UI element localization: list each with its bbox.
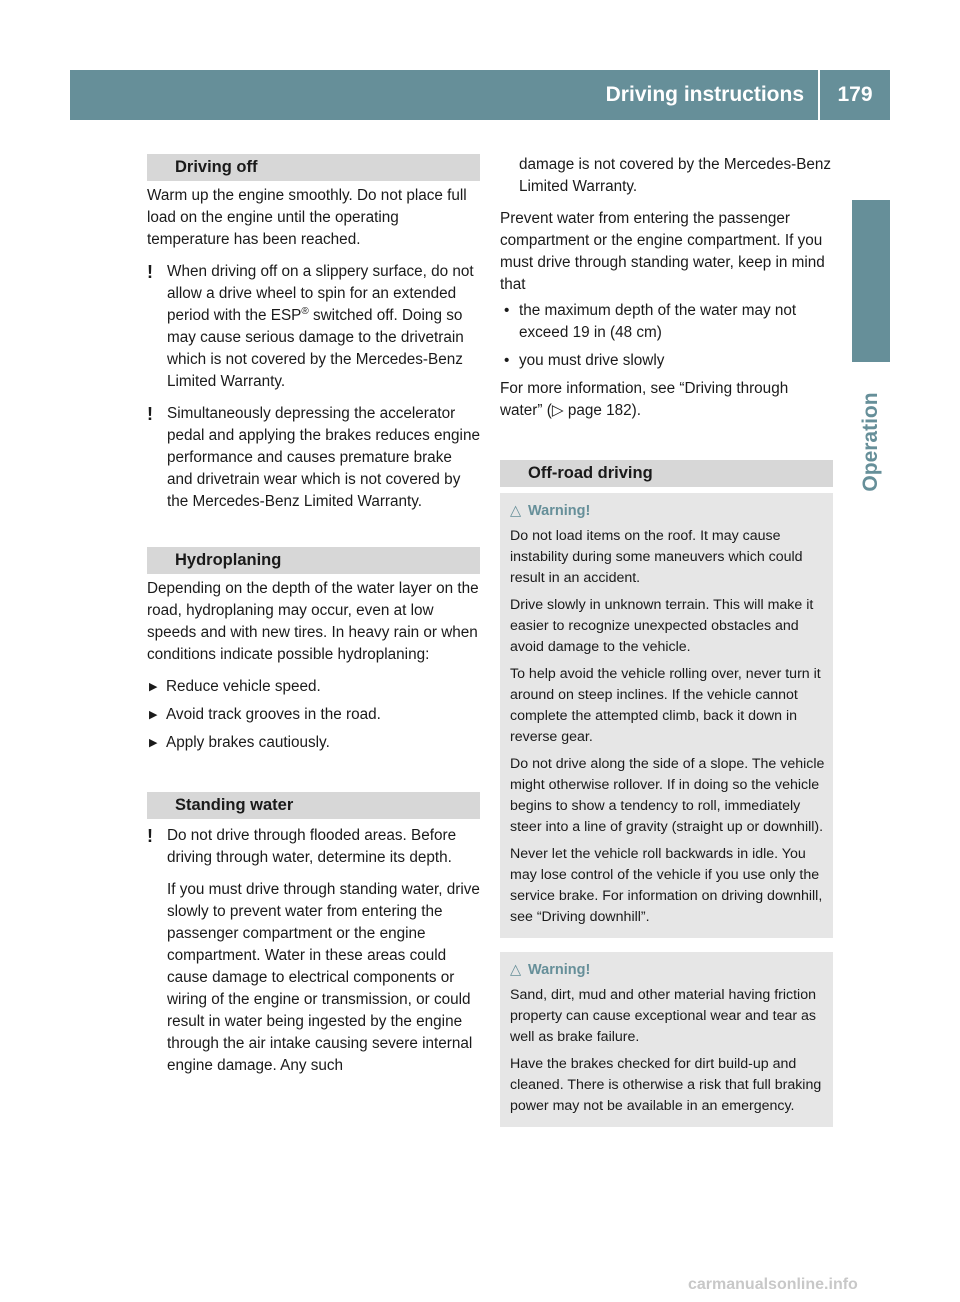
warning-title-text: Warning! (528, 962, 591, 978)
list-item (500, 350, 833, 372)
warning-paragraph: Have the brakes checked for dirt build-up and cleaned. There is otherwise a risk that full braking power may not be available in an emergency. (510, 1056, 822, 1114)
section-heading-driving-off: Driving off (147, 154, 480, 181)
section-heading-offroad: Off-road driving (500, 460, 833, 487)
section-heading-hydroplaning: Hydroplaning (147, 547, 480, 574)
continued-text: damage is not covered by the Mercedes-Benz Limited Warranty. (519, 156, 832, 195)
warning-title (510, 960, 825, 981)
step-arrow-icon: ▶ (149, 681, 158, 693)
step-item (147, 704, 480, 726)
warning-box (500, 493, 833, 938)
side-tab-label: Operation (859, 392, 882, 492)
step-text: Reduce vehicle speed. (166, 678, 321, 695)
left-column (147, 154, 480, 1087)
warning-paragraph: Drive slowly in unknown terrain. This will make it easier to recognize unexpected obstacles and avoid damage to the vehicle. (510, 597, 814, 655)
watermark: carmanualsonline.info (688, 1276, 858, 1293)
side-tab-marker (852, 200, 890, 362)
warning-paragraph: Do not drive along the side of a slope. The vehicle might otherwise rollover. If in doing so the vehicle begins to show a tendency to roll, immediately steer into a line of gravity (straight up or downhill). (510, 756, 825, 835)
exclamation-icon: ! (147, 404, 153, 424)
notice-text: Simultaneously depressing the accelerator pedal and applying the brakes reduces engine performance and causes premature brake and drivetrain wear which is not covered by the Mercedes-Benz Limited Warranty. (167, 405, 480, 510)
step-text: Avoid track grooves in the road. (166, 706, 381, 723)
registered-mark: ® (301, 305, 309, 317)
warning-paragraph: Never let the vehicle roll backwards in idle. You may lose control of the vehicle if you use only the service brake. For information on driving downhill, see “Driving downhill”. (510, 846, 823, 925)
driving-off-intro: Warm up the engine smoothly. Do not place full load on the engine until the operating temperature has been reached. (147, 187, 467, 248)
warning-triangle-icon: △ (510, 503, 522, 519)
list-item-text: the maximum depth of the water may not exceed 19 in (48 cm) (519, 302, 797, 341)
bullet-icon: • (504, 352, 510, 369)
notice-flooded-areas (147, 825, 480, 1077)
hydroplaning-intro: Depending on the depth of the water layer on the road, hydroplaning may occur, even at low speeds and with new tires. In heavy rain or when conditions indicate possible hydroplaning: (147, 580, 479, 663)
list-item (500, 300, 833, 344)
warning-triangle-icon: △ (510, 962, 522, 978)
step-text: Apply brakes cautiously. (166, 734, 330, 751)
chapter-title: Driving instructions (606, 70, 820, 120)
notice-pedals (147, 403, 480, 513)
page-header (70, 70, 890, 120)
page-number: 179 (837, 83, 873, 106)
step-arrow-icon: ▶ (149, 737, 158, 749)
exclamation-icon: ! (147, 826, 153, 846)
exclamation-icon: ! (147, 262, 153, 282)
warning-title-text: Warning! (528, 503, 591, 519)
prevent-water-text: Prevent water from entering the passenger compartment or the engine compartment. If you must drive through standing water, keep in mind that (500, 210, 825, 293)
notice-text: Do not drive through flooded areas. Before driving through water, determine its depth. (167, 827, 457, 866)
more-info-text: For more information, see “Driving through water” (▷ page 182). (500, 380, 789, 419)
warning-box (500, 952, 833, 1127)
notice-text-part2: switched off. Doing so may cause serious damage to the drivetrain which is not covered by the Mercedes-Benz Limited Warranty. (167, 307, 464, 390)
notice-text-part1: When driving off on a slippery surface, do not allow a drive wheel to spin for an extended period with the ESP (167, 263, 474, 324)
warning-paragraph: To help avoid the vehicle rolling over, never turn it around on steep inclines. If the vehicle cannot complete the attempted climb, back it down in reverse gear. (510, 666, 821, 745)
notice-text-continued: If you must drive through standing water, drive slowly to prevent water from entering the passenger compartment or the engine compartment. Water in these areas could cause damage to electrical components or wiring of the engine or transmission, or could result in water being ingested by the engine through the air intake causing severe internal engine damage. Any such (167, 881, 480, 1074)
warning-paragraph: Sand, dirt, mud and other material having friction property can cause exceptional wear and tear as well as brake failure. (510, 987, 817, 1045)
warning-title (510, 501, 825, 522)
step-arrow-icon: ▶ (149, 709, 158, 721)
notice-slippery-surface (147, 261, 480, 393)
right-column (500, 154, 833, 1127)
bullet-icon: • (504, 302, 510, 319)
step-item (147, 676, 480, 698)
side-tab (852, 372, 890, 512)
list-item-text: you must drive slowly (519, 352, 665, 369)
section-heading-standing-water: Standing water (147, 792, 480, 819)
warning-paragraph: Do not load items on the roof. It may cause instability during some maneuvers which could result in an accident. (510, 528, 803, 586)
step-item (147, 732, 480, 754)
